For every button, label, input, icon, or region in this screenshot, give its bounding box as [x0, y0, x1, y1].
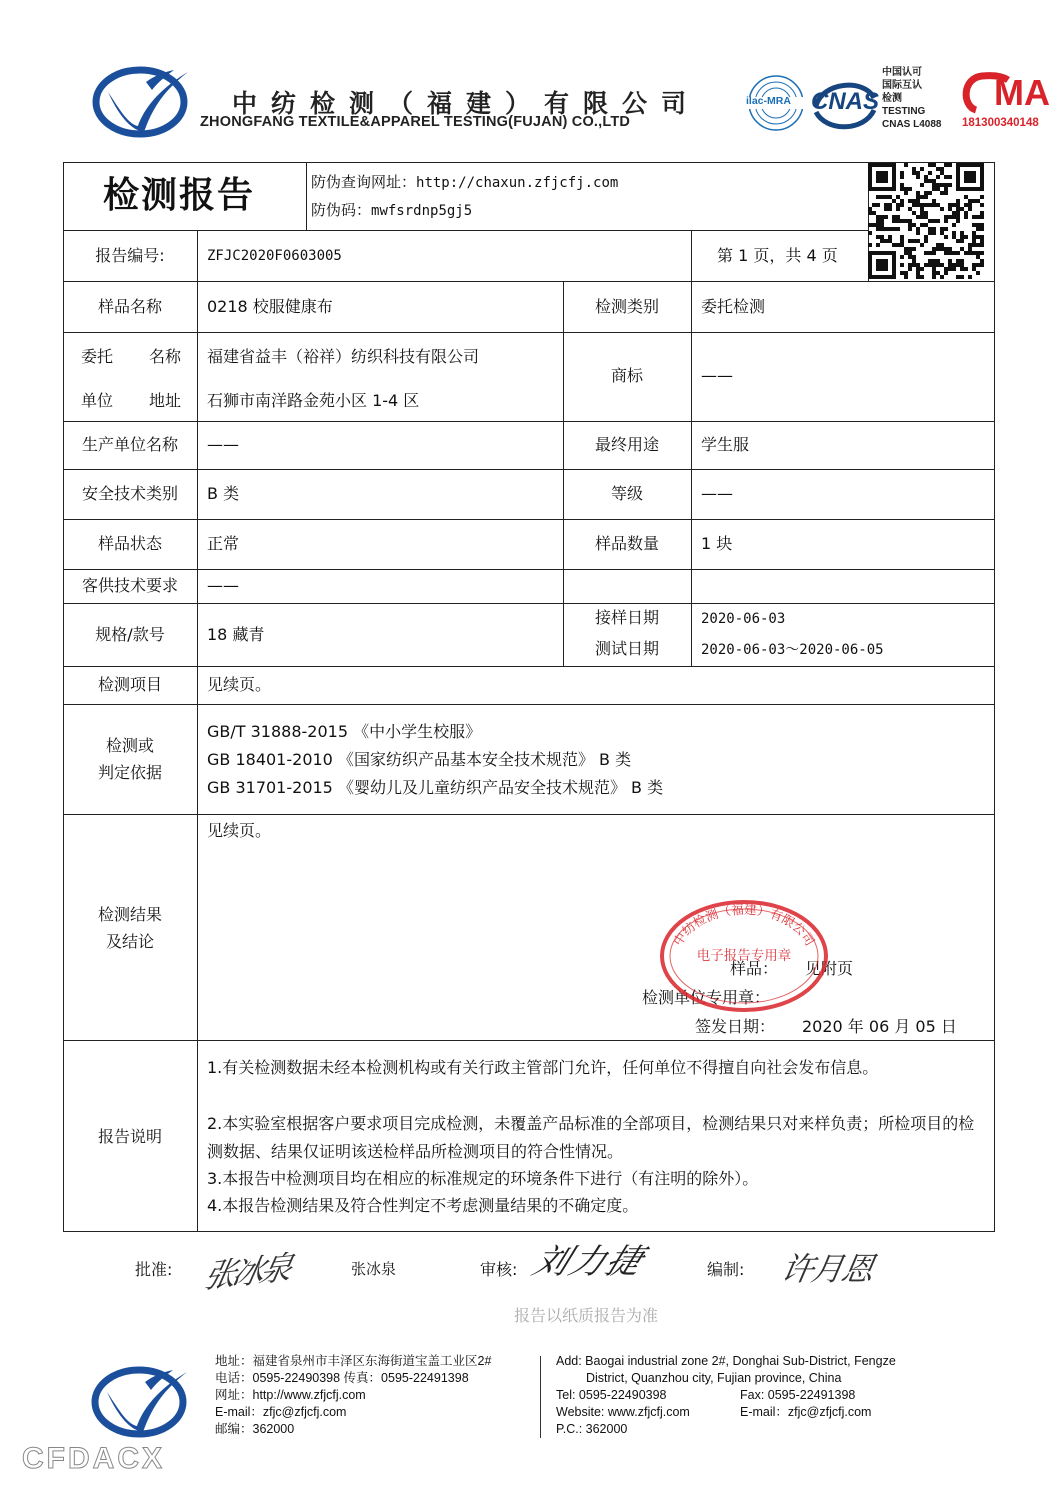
client-label-bottom: 单位	[81, 391, 114, 410]
sample-quantity: 1 块	[701, 534, 733, 553]
safety-category: B 类	[207, 484, 240, 503]
sample-quantity-label: 样品数量	[594, 534, 659, 553]
test-items: 见续页。	[207, 675, 272, 694]
producer: ——	[207, 435, 239, 454]
approver-signature: 张冰泉	[200, 1248, 293, 1296]
customer-requirement-label: 客供技术要求	[81, 576, 178, 595]
footer-logo-icon	[90, 1362, 192, 1438]
receive-date: 2020-06-03	[701, 611, 786, 627]
issue-date-label: 签发日期：	[695, 1017, 776, 1036]
client-name: 福建省益丰（裕祥）纺织科技有限公司	[207, 347, 480, 366]
footer-en-tel: Tel: 0595-22490398	[556, 1388, 667, 1402]
reviewer-signature: 刘力捷	[527, 1242, 651, 1282]
company-logo-icon	[92, 62, 192, 138]
report-table	[63, 162, 995, 1232]
result-text: 见续页。	[207, 821, 272, 840]
report-no: ZFJC2020F0603005	[207, 248, 342, 264]
result-label-top: 检测结果	[97, 905, 162, 924]
approve-label: 批准:	[135, 1260, 173, 1279]
client-address: 石狮市南洋路金苑小区 1-4 区	[207, 391, 420, 410]
basis-standard-1: GB/T 31888-2015 《中小学生校服》	[207, 722, 482, 741]
footer-divider	[540, 1356, 541, 1438]
footer-cn-email: E-mail：zfjc@zfjcfj.com	[215, 1405, 347, 1419]
result-label-bottom: 及结论	[105, 932, 154, 951]
test-date: 2020-06-03～2020-06-05	[701, 642, 884, 658]
note-1: 1.有关检测数据未经本检测机构或有关行政主管部门允许，任何单位不得擅自向社会发布信息。	[207, 1058, 879, 1077]
basis-label-top: 检测或	[105, 736, 154, 755]
client-addr-label: 地址	[149, 391, 182, 410]
cnas-label: CNAS	[811, 88, 880, 115]
footer-en-address-2: District, Quanzhou city, Fujian province, China	[586, 1371, 842, 1385]
sample-name: 0218 校服健康布	[207, 297, 333, 316]
test-type: 委托检测	[701, 297, 766, 316]
basis-standard-3: GB 31701-2015 《婴幼儿及儿童纺织产品安全技术规范》 B 类	[207, 778, 664, 797]
stamp-center-text: 电子报告专用章	[696, 948, 792, 964]
sample-name-label: 样品名称	[97, 297, 162, 316]
page-info: 第 1 页，共 4 页	[717, 246, 838, 265]
safety-category-label: 安全技术类别	[81, 484, 178, 503]
spec: 18 藏青	[207, 625, 265, 644]
qr-code-icon[interactable]	[868, 163, 992, 281]
client-label-top: 委托	[81, 347, 114, 366]
producer-label: 生产单位名称	[81, 435, 178, 454]
sample-attach-label: 样品：	[730, 959, 779, 978]
footer-cn-address: 地址：福建省泉州市丰泽区东海街道宝盖工业区2#	[215, 1354, 492, 1368]
note-4: 4.本报告检测结果及符合性判定不考虑测量结果的不确定度。	[207, 1196, 639, 1215]
footer-en-postcode: P.C.: 362000	[556, 1422, 628, 1436]
trademark: ——	[701, 366, 733, 385]
sample-state: 正常	[207, 534, 240, 553]
customer-requirement: ——	[207, 576, 239, 595]
ilac-mra-label: ilac-MRA	[746, 95, 791, 107]
test-items-label: 检测项目	[97, 675, 162, 694]
basis-standard-2: GB 18401-2010 《国家纺织产品基本安全技术规范》 B 类	[207, 750, 632, 769]
issue-date: 2020 年 06 月 05 日	[802, 1017, 957, 1036]
cma-label: MA	[994, 72, 1050, 113]
footer-en-email: E-mail：zfjc@zfjcfj.com	[740, 1405, 872, 1419]
footer-en-website: Website: www.zfjcfj.com	[556, 1405, 690, 1419]
sample-attach-value: 见附页	[805, 959, 854, 978]
compiler-signature: 许月恩	[778, 1250, 876, 1288]
footer-cn-postcode: 邮编：362000	[215, 1422, 295, 1436]
grade: ——	[701, 484, 733, 503]
cnas-cert-text: 中国认可 国际互认 检测 TESTING CNAS L4088	[882, 67, 942, 130]
electronic-report-stamp	[658, 898, 830, 1014]
review-label: 审核:	[480, 1260, 518, 1279]
footer-en-address-1: Add: Baogai industrial zone 2#, Donghai Sub-District, Fengze	[556, 1354, 896, 1368]
grade-label: 等级	[610, 484, 643, 503]
notes-label: 报告说明	[97, 1127, 162, 1146]
stamp-ring-text: 中纺检测（福建）有限公司	[670, 901, 818, 949]
note-2: 2.本实验室根据客户要求项目完成检测，未覆盖产品标准的全部项目，检测结果只对来样负责；所检项目的检测数据、结果仅证明该送检样品所检测项目的符合性情况。	[207, 1114, 975, 1161]
company-name-en: ZHONGFANG TEXTILE&APPAREL TESTING(FUJAN) CO.,LTD	[200, 114, 631, 130]
approver-name: 张冰泉	[351, 1260, 397, 1278]
stamp-label: 检测单位专用章：	[642, 988, 771, 1007]
report-no-label: 报告编号:	[95, 246, 165, 265]
test-type-label: 检测类别	[594, 297, 659, 316]
footer-cn-contact	[215, 1353, 491, 1438]
receive-date-label: 接样日期	[594, 608, 659, 627]
verify-url[interactable]: http://chaxun.zfjcfj.com	[416, 175, 619, 191]
sample-state-label: 样品状态	[97, 534, 162, 553]
cma-number: 181300340148	[962, 117, 1039, 129]
watermark-text: CFDACX	[22, 1442, 165, 1475]
compile-label: 编制:	[707, 1260, 745, 1279]
verify-code: mwfsrdnp5gj5	[371, 203, 473, 219]
verify-code-row: 防伪码：mwfsrdnp5gj5	[311, 201, 473, 219]
end-use: 学生服	[701, 435, 750, 454]
footer-cn-website: 网址：http://www.zfjcfj.com	[215, 1388, 366, 1402]
basis-label-bottom: 判定依据	[97, 763, 162, 782]
end-use-label: 最终用途	[594, 435, 659, 454]
trademark-label: 商标	[610, 366, 643, 385]
footer-cn-phone: 电话：0595-22490398 传真：0595-22491398	[215, 1371, 469, 1385]
client-name-label: 名称	[149, 347, 182, 366]
report-title: 检测报告	[103, 175, 256, 216]
paper-report-note: 报告以纸质报告为准	[514, 1306, 659, 1325]
note-3: 3.本报告中检测项目均在相应的标准规定的环境条件下进行（有注明的除外）。	[207, 1169, 759, 1188]
spec-label: 规格/款号	[95, 625, 165, 644]
verify-url-row: 防伪查询网址：http://chaxun.zfjcfj.com	[311, 173, 619, 191]
footer-en-fax: Fax: 0595-22491398	[740, 1388, 856, 1402]
test-date-label: 测试日期	[594, 639, 659, 658]
company-name-cn: 中纺检测（福建）有限公司	[232, 89, 701, 118]
